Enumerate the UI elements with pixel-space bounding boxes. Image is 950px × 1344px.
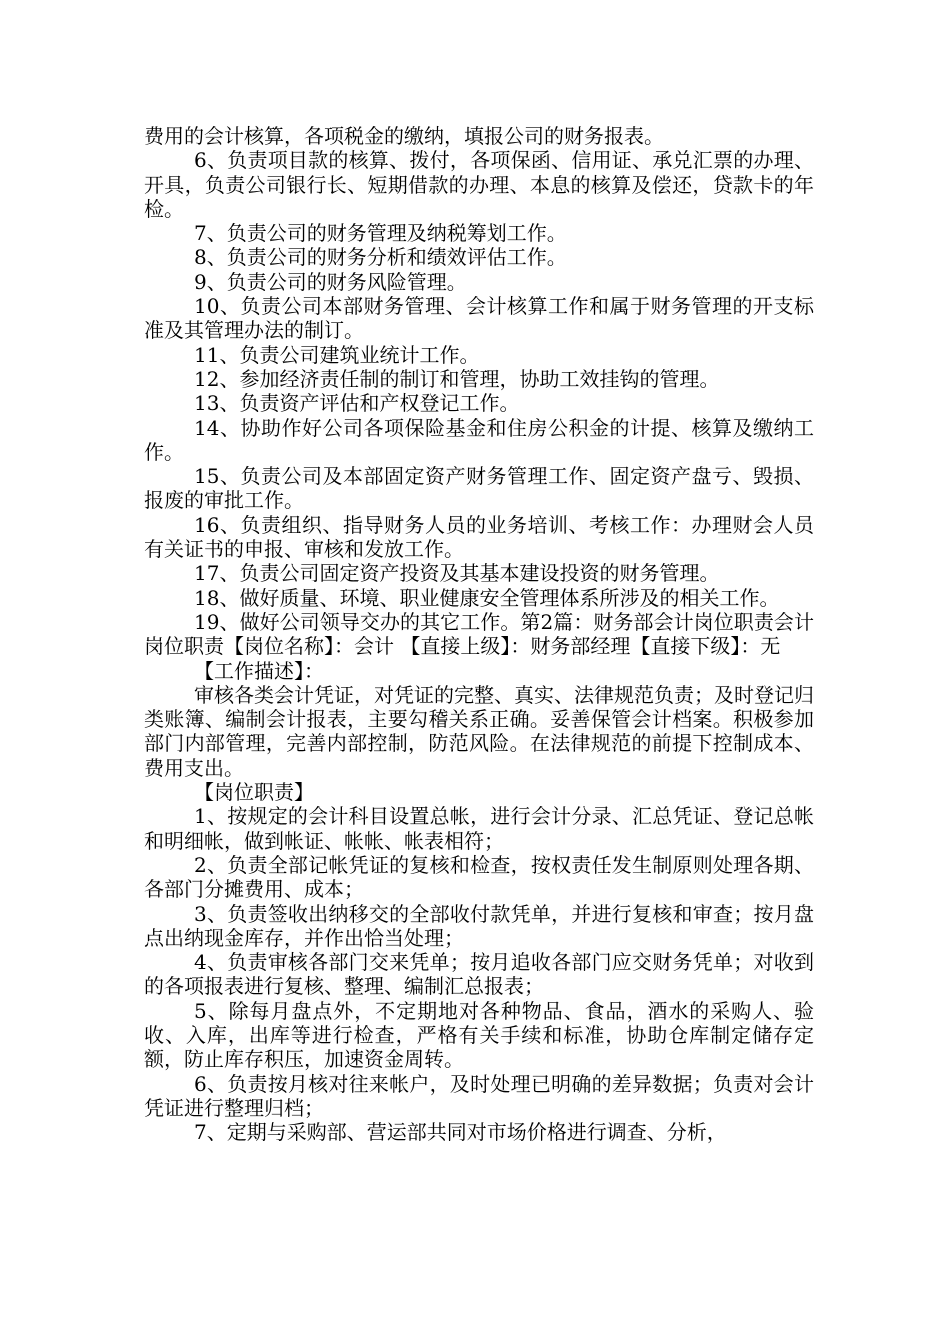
paragraph: 9、负责公司的财务风险管理。	[194, 269, 467, 294]
paragraph: 12、参加经济责任制的制订和管理，协助工效挂钩的管理。	[194, 366, 720, 391]
paragraph: 13、负责资产评估和产权登记工作。	[194, 391, 520, 416]
paragraph: 17、负责公司固定资产投资及其基本建设投资的财务管理。	[194, 561, 720, 586]
paragraph: 【岗位职责】	[194, 780, 314, 805]
paragraph: 7、负责公司的财务管理及纳税筹划工作。	[194, 221, 567, 246]
paragraph: 19、做好公司领导交办的其它工作。第2篇：财务部会计岗位职责会计岗位职责【岗位名称】：会计 【直接上级】：财务部经理【直接下级】：无	[144, 609, 814, 659]
paragraph: 15、负责公司及本部固定资产财务管理工作、固定资产盘亏、毁损、报废的审批工作。	[144, 464, 814, 513]
paragraph: 14、协助作好公司各项保险基金和住房公积金的计提、核算及缴纳工作。	[144, 415, 814, 464]
paragraph: 费用的会计核算，各项税金的缴纳，填报公司的财务报表。	[144, 124, 664, 148]
document-body	[144, 124, 814, 1144]
paragraph: 10、负责公司本部财务管理、会计核算工作和属于财务管理的开支标准及其管理办法的制订。	[144, 294, 814, 343]
paragraph: 6、负责项目款的核算、拨付，各项保函、信用证、承兑汇票的办理、开具，负责公司银行长、短期借款的办理、本息的核算及偿还，贷款卡的年检。	[144, 148, 814, 221]
paragraph: 3、负责签收出纳移交的全部收付款凭单，并进行复核和审查；按月盘点出纳现金库存，并作出恰当处理；	[144, 901, 814, 950]
paragraph: 18、做好质量、环境、职业健康安全管理体系所涉及的相关工作。	[194, 585, 780, 610]
paragraph: 4、负责审核各部门交来凭单；按月追收各部门应交财务凭单；对收到的各项报表进行复核、整理、编制汇总报表；	[144, 950, 814, 999]
paragraph: 6、负责按月核对往来帐户，及时处理已明确的差异数据；负责对会计凭证进行整理归档；	[144, 1071, 814, 1120]
paragraph: 16、负责组织、指导财务人员的业务培训、考核工作：办理财会人员有关证书的申报、审核和发放工作。	[144, 512, 814, 562]
paragraph: 1、按规定的会计科目设置总帐，进行会计分录、汇总凭证、登记总帐和明细帐，做到帐证、帐帐、帐表相符；	[144, 804, 814, 853]
paragraph: 2、负责全部记帐凭证的复核和检查，按权责任发生制原则处理各期、各部门分摊费用、成本；	[144, 852, 814, 902]
paragraph: 审核各类会计凭证，对凭证的完整、真实、法律规范负责；及时登记归类账簿、编制会计报表，主要勾稽关系正确。妥善保管会计档案。积极参加部门内部管理，完善内部控制，防范风险。在法律规范的前提下控制成本、费用支出。	[144, 682, 814, 780]
paragraph: 8、负责公司的财务分析和绩效评估工作。	[194, 245, 567, 270]
paragraph: 【工作描述】：	[194, 658, 324, 683]
paragraph: 11、负责公司建筑业统计工作。	[194, 342, 480, 367]
paragraph: 7、定期与采购部、营运部共同对市场价格进行调查、分析，	[194, 1120, 727, 1145]
paragraph: 5、除每月盘点外，不定期地对各种物品、食品，酒水的采购人、验收、入库，出库等进行检查，严格有关手续和标准，协助仓库制定储存定额，防止库存积压，加速资金周转。	[144, 998, 814, 1072]
